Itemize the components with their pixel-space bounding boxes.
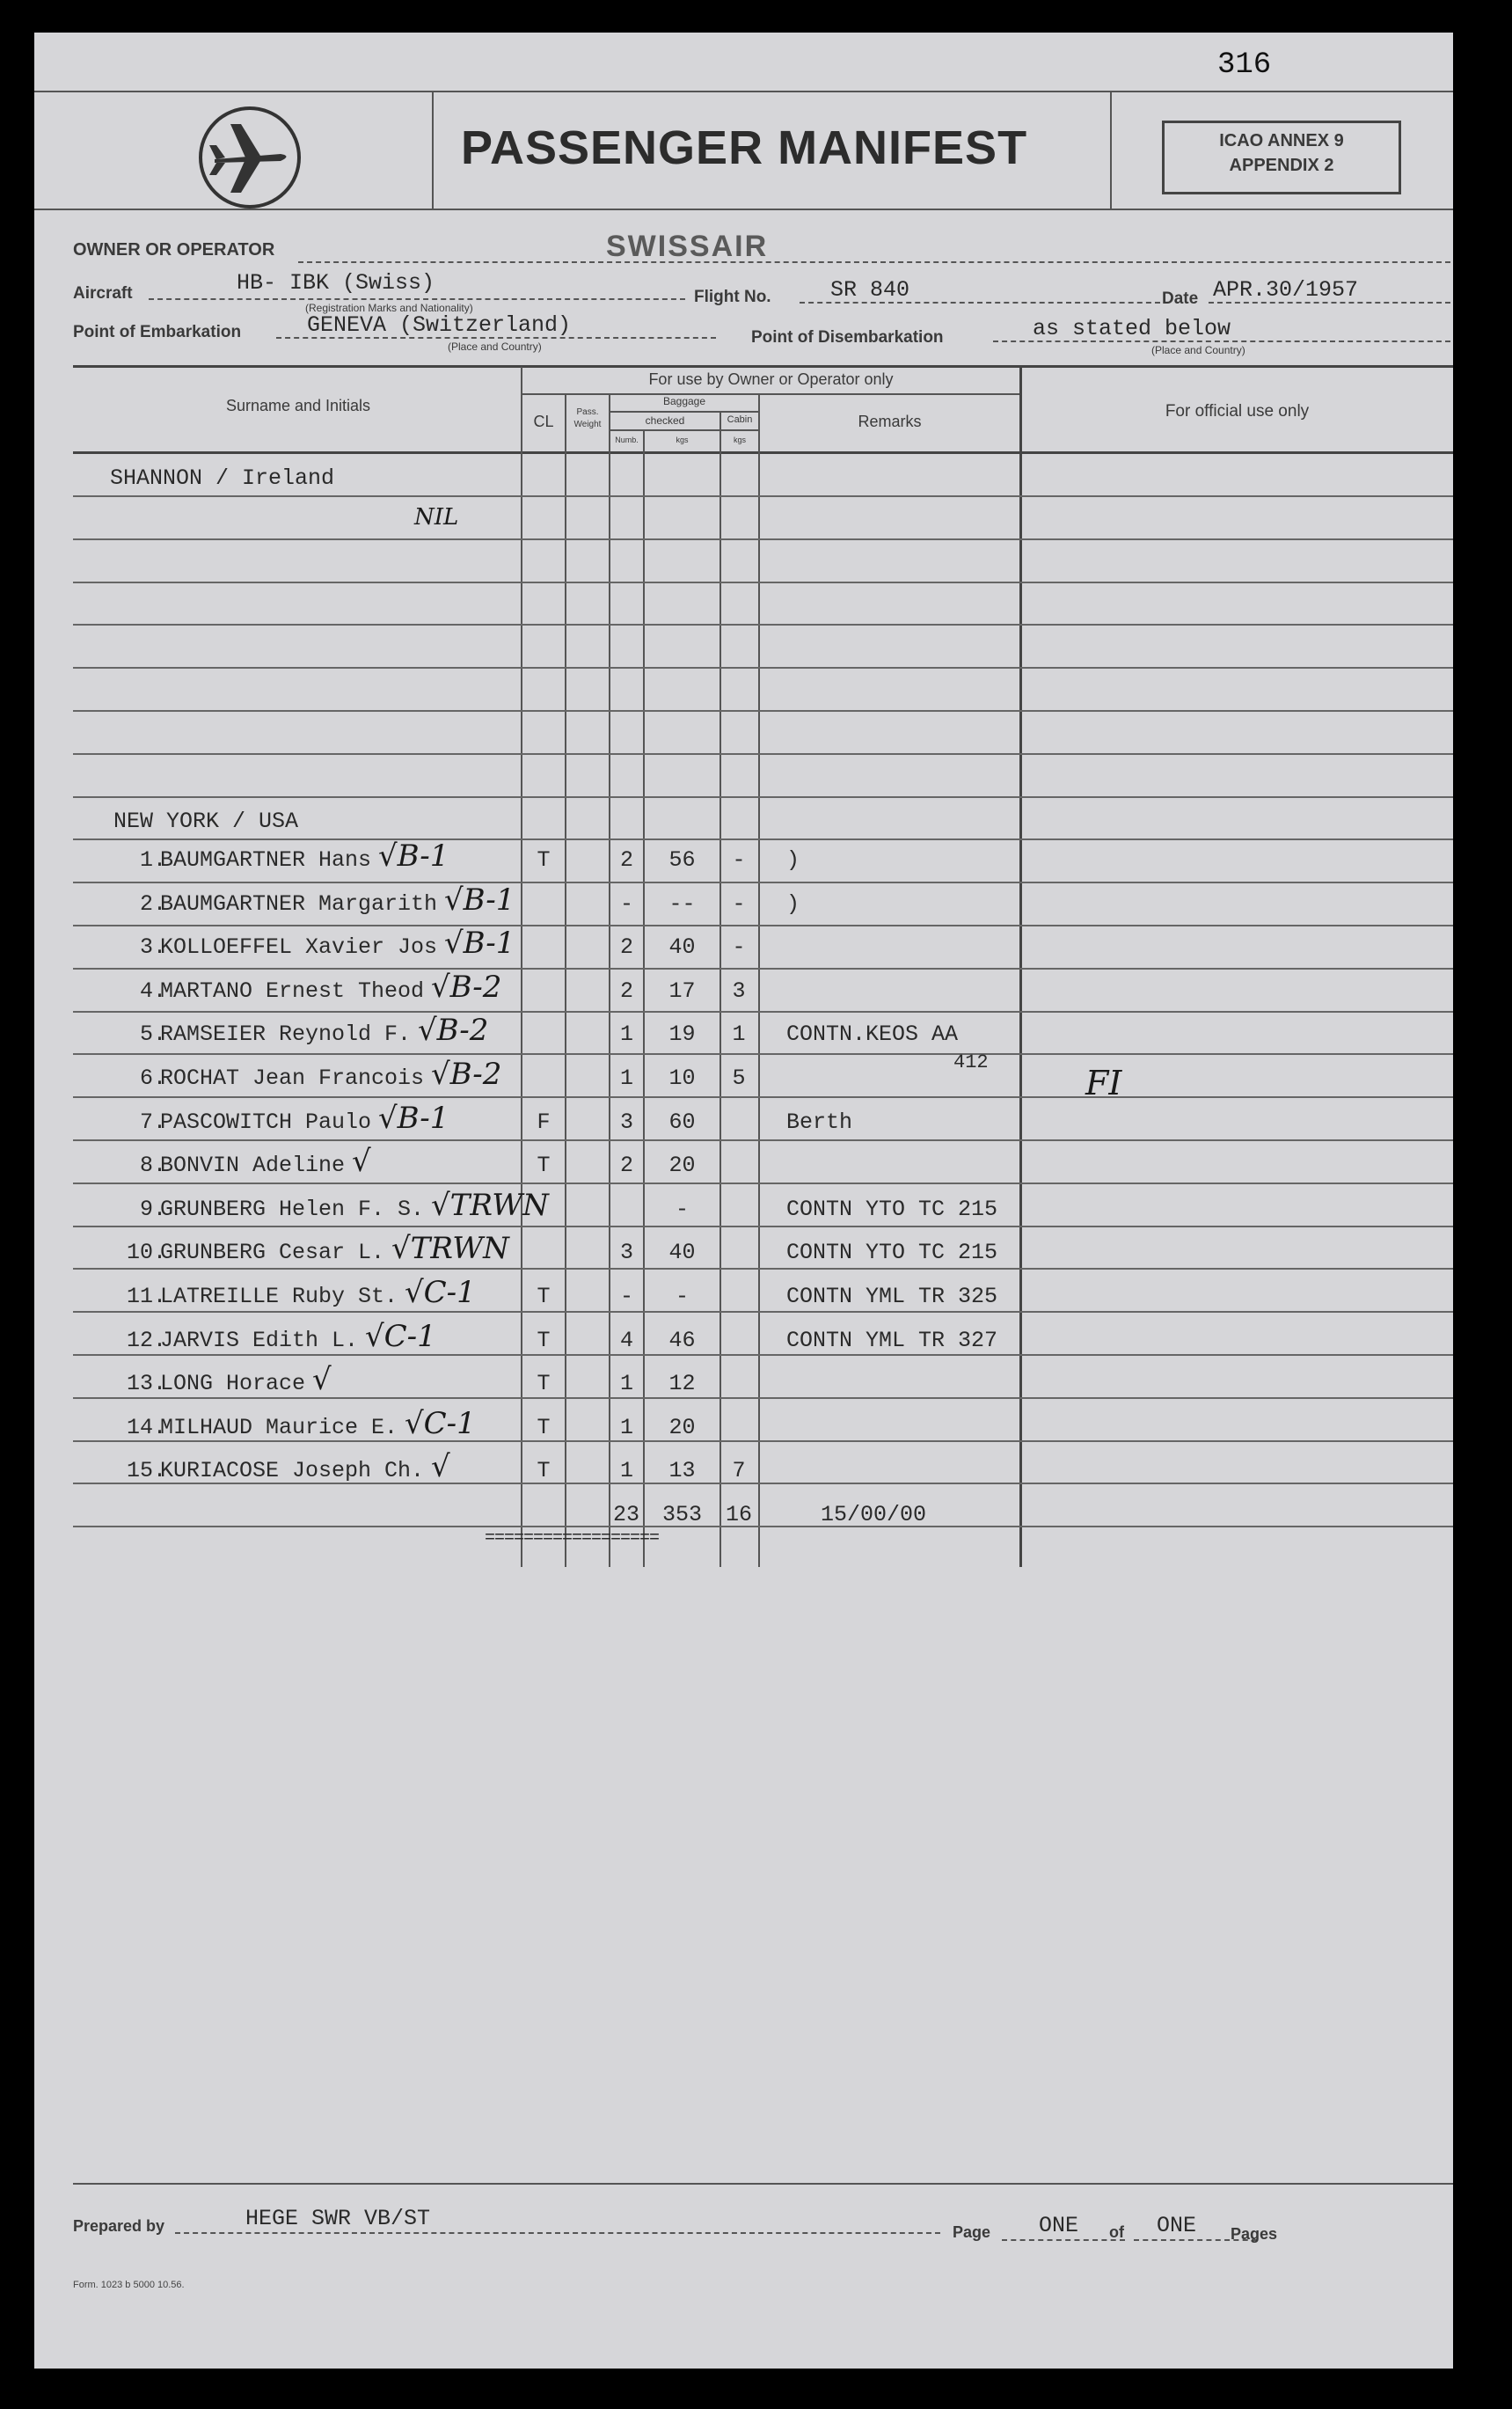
pax-baggage-kgs: 20 <box>668 1153 696 1178</box>
pax-checkmark: √ <box>352 1144 371 1179</box>
row-rule <box>73 582 1453 583</box>
pax-baggage-numb: 1 <box>619 1415 633 1440</box>
pax-number: 10. <box>126 1240 166 1265</box>
pax-baggage-kgs: -- <box>668 891 696 917</box>
pax-checkmark: √TRWN <box>391 1231 509 1266</box>
pax-checkmark: √B-1 <box>378 838 449 874</box>
pax-baggage-kgs: 56 <box>668 847 696 873</box>
checked-rule <box>609 429 758 431</box>
row-rule <box>73 882 1453 883</box>
pax-checkmark: √B-1 <box>378 1101 449 1136</box>
pax-checkmark: √ <box>312 1362 332 1397</box>
row-rule <box>73 925 1453 926</box>
disembarkation-value: as stated below <box>1033 316 1231 341</box>
pax-cabin-kgs: - <box>732 891 746 917</box>
page-value: ONE <box>1039 2213 1079 2238</box>
total-kgs: 353 <box>661 1502 702 1527</box>
col-header-cl: CL <box>533 413 554 430</box>
row-rule <box>73 667 1453 669</box>
row-rule <box>73 1011 1453 1013</box>
pax-class: T <box>537 1415 551 1440</box>
page-label: Page <box>953 2223 991 2241</box>
embarkation-value: GENEVA (Switzerland) <box>307 312 572 338</box>
footer-top-rule <box>73 2183 1453 2185</box>
row-rule <box>73 1397 1453 1399</box>
aircraft-label: Aircraft <box>73 284 133 303</box>
pax-cabin-kgs: 1 <box>732 1021 746 1047</box>
pax-baggage-numb: 1 <box>619 1458 633 1483</box>
pax-baggage-numb: - <box>619 1284 633 1309</box>
pax-number: 14. <box>126 1415 166 1440</box>
row-rule <box>73 1226 1453 1227</box>
pages-label: Pages <box>1231 2225 1278 2243</box>
flight-value: SR 840 <box>830 277 910 303</box>
row-rule <box>73 753 1453 755</box>
date-label: Date <box>1162 289 1199 308</box>
nil-handwritten: NIL <box>414 504 459 531</box>
form-number: Form. 1023 b 5000 10.56. <box>73 2280 185 2290</box>
page-underline <box>1002 2239 1125 2241</box>
pax-checkmark: √B-2 <box>431 970 502 1005</box>
flight-underline <box>800 302 1160 304</box>
col-header-surname: Surname and Initials <box>225 397 371 414</box>
pax-class: T <box>537 1458 551 1483</box>
row-rule <box>73 1526 1453 1527</box>
row-rule <box>73 1053 1453 1055</box>
pax-number: 6. <box>139 1065 166 1091</box>
col-header-checked: checked <box>645 414 685 427</box>
prepared-label: Prepared by <box>73 2217 165 2235</box>
icao-line-1: ICAO ANNEX 9 <box>1219 131 1344 150</box>
pax-name: BAUMGARTNER Margarith <box>160 891 438 917</box>
page-number: 316 <box>1217 48 1272 82</box>
pax-name: PASCOWITCH Paulo <box>160 1109 372 1135</box>
col-header-kgs: kgs <box>676 436 689 444</box>
pax-checkmark: √B-1 <box>444 926 515 961</box>
airplane-logo-icon <box>197 105 303 210</box>
pax-class: T <box>537 1284 551 1309</box>
pax-baggage-numb: 3 <box>619 1109 633 1135</box>
pax-number: 13. <box>126 1371 166 1396</box>
pax-baggage-numb: 3 <box>619 1240 633 1265</box>
pax-name: GRUNBERG Helen F. S. <box>160 1197 425 1222</box>
pax-name: KURIACOSE Joseph Ch. <box>160 1458 425 1483</box>
title-divider-right <box>1110 91 1112 210</box>
pax-number: 15. <box>126 1458 166 1483</box>
pax-checkmark: √C-1 <box>365 1319 436 1354</box>
col-divider-official <box>1019 367 1022 1567</box>
pax-baggage-kgs: 10 <box>668 1065 696 1091</box>
official-fi-handwritten: FI <box>1085 1064 1122 1102</box>
of-label: of <box>1109 2223 1124 2241</box>
row-rule <box>73 538 1453 540</box>
pax-baggage-numb: 2 <box>619 934 633 960</box>
pax-remark: CONTN YTO TC 215 <box>786 1240 998 1265</box>
pax-number: 3. <box>139 934 166 960</box>
pax-checkmark: √B-2 <box>431 1057 502 1092</box>
col-divider-cabin <box>758 393 760 1567</box>
pax-number: 8. <box>139 1153 166 1178</box>
title-divider-left <box>432 91 434 210</box>
pax-baggage-kgs: 60 <box>668 1109 696 1135</box>
pax-name: ROCHAT Jean Francois <box>160 1065 425 1091</box>
pax-baggage-numb: 4 <box>619 1328 633 1353</box>
row-rule <box>73 968 1453 970</box>
pax-checkmark: √TRWN <box>431 1188 549 1223</box>
row-rule <box>73 1268 1453 1270</box>
pax-checkmark: √ <box>431 1449 450 1484</box>
table-top-rule <box>73 365 1453 368</box>
pax-remark: ) <box>786 891 800 917</box>
pax-number: 4. <box>139 978 166 1004</box>
row-rule <box>73 1139 1453 1141</box>
col-header-kgs-cabin: kgs <box>733 436 746 444</box>
pax-number: 7. <box>139 1109 166 1135</box>
aircraft-value: HB- IBK (Swiss) <box>237 270 435 296</box>
row-rule <box>73 710 1453 712</box>
pax-cabin-kgs: 7 <box>732 1458 746 1483</box>
pax-baggage-kgs: 40 <box>668 1240 696 1265</box>
pax-remark: ) <box>786 847 800 873</box>
pax-remark: CONTN YTO TC 215 <box>786 1197 998 1222</box>
col-header-baggage: Baggage <box>662 395 706 407</box>
pax-baggage-kgs: 46 <box>668 1328 696 1353</box>
owner-use-rule <box>522 393 1019 395</box>
prepared-value: HEGE SWR VB/ST <box>245 2206 431 2231</box>
disembarkation-sub: (Place and Country) <box>1151 344 1245 356</box>
pax-checkmark: √C-1 <box>405 1406 476 1441</box>
pax-number: 1. <box>139 847 166 873</box>
owner-value: SWISSAIR <box>606 230 769 263</box>
row-rule <box>73 495 1453 497</box>
pax-baggage-kgs: - <box>675 1197 689 1222</box>
pax-name: GRUNBERG Cesar L. <box>160 1240 385 1265</box>
total-double-rule: ================== <box>485 1528 660 1549</box>
pax-name: LONG Horace <box>160 1371 306 1396</box>
prepared-underline <box>175 2232 940 2234</box>
pax-name: JARVIS Edith L. <box>160 1328 359 1353</box>
aircraft-underline <box>149 298 685 300</box>
pax-class: F <box>537 1109 551 1135</box>
document-title: PASSENGER MANIFEST <box>461 121 1028 174</box>
col-header-remarks: Remarks <box>858 413 922 430</box>
col-header-weight: Weight <box>573 420 602 429</box>
row-rule <box>73 1354 1453 1356</box>
pax-baggage-numb: 2 <box>619 1153 633 1178</box>
pax-baggage-kgs: 17 <box>668 978 696 1004</box>
pax-checkmark: √B-2 <box>418 1013 489 1048</box>
row-rule <box>73 1311 1453 1313</box>
owner-underline <box>298 261 1450 263</box>
icao-line-2: APPENDIX 2 <box>1229 156 1334 175</box>
of-value: ONE <box>1157 2213 1197 2238</box>
disembarkation-underline <box>993 340 1450 342</box>
pax-name: RAMSEIER Reynold F. <box>160 1021 412 1047</box>
pax-class: T <box>537 1371 551 1396</box>
pax-baggage-kgs: - <box>675 1284 689 1309</box>
row-rule <box>73 1096 1453 1098</box>
pax-baggage-kgs: 13 <box>668 1458 696 1483</box>
col-header-cabin: Cabin <box>727 414 753 425</box>
table-header-bottom-rule <box>73 451 1453 454</box>
manifest-page <box>34 33 1453 2369</box>
pax-class: T <box>537 847 551 873</box>
pax-name: MARTANO Ernest Theod <box>160 978 425 1004</box>
row-rule <box>73 624 1453 626</box>
section-newyork: NEW YORK / USA <box>113 809 299 834</box>
title-top-rule <box>34 91 1453 92</box>
row-rule <box>73 796 1453 798</box>
pax-baggage-kgs: 40 <box>668 934 696 960</box>
col-header-numb: Numb. <box>615 436 639 444</box>
pax-baggage-numb: 1 <box>619 1065 633 1091</box>
pax-checkmark: √C-1 <box>405 1275 476 1310</box>
pax-cabin-kgs: 3 <box>732 978 746 1004</box>
total-remark: 15/00/00 <box>821 1502 927 1527</box>
pax-name: MILHAUD Maurice E. <box>160 1415 398 1440</box>
date-underline <box>1209 302 1450 304</box>
row-rule <box>73 1440 1453 1442</box>
pax-checkmark: √B-1 <box>444 882 515 918</box>
owner-label: OWNER OR OPERATOR <box>73 240 275 260</box>
pax-cabin-kgs: 5 <box>732 1065 746 1091</box>
pax-class: T <box>537 1328 551 1353</box>
disembarkation-label: Point of Disembarkation <box>751 328 944 347</box>
pax-baggage-kgs: 20 <box>668 1415 696 1440</box>
pax-name: LATREILLE Ruby St. <box>160 1284 398 1309</box>
col-header-pass: Pass. <box>576 407 599 417</box>
pax-number: 11. <box>126 1284 166 1309</box>
col-header-owner-use: For use by Owner or Operator only <box>648 370 894 388</box>
pax-remark: Berth <box>786 1109 853 1135</box>
row-rule <box>73 838 1453 840</box>
pax-baggage-numb: 2 <box>619 847 633 873</box>
pax-baggage-numb: - <box>619 891 633 917</box>
pax-remark: CONTN.KEOS AA <box>786 1021 959 1047</box>
pax-class: T <box>537 1153 551 1178</box>
pax-name: KOLLOEFFEL Xavier Jos <box>160 934 438 960</box>
remark-412: 412 <box>953 1051 989 1073</box>
embarkation-underline <box>276 337 716 339</box>
pax-number: 9. <box>139 1197 166 1222</box>
pax-remark: CONTN YML TR 325 <box>786 1284 998 1309</box>
pax-baggage-kgs: 19 <box>668 1021 696 1047</box>
pax-number: 5. <box>139 1021 166 1047</box>
baggage-rule <box>609 411 758 413</box>
pax-baggage-numb: 2 <box>619 978 633 1004</box>
pax-baggage-kgs: 12 <box>668 1371 696 1396</box>
embarkation-sub: (Place and Country) <box>448 340 542 353</box>
pax-cabin-kgs: - <box>732 847 746 873</box>
pax-baggage-numb: 1 <box>619 1371 633 1396</box>
date-value: APR.30/1957 <box>1213 277 1359 303</box>
pax-name: BAUMGARTNER Hans <box>160 847 372 873</box>
flight-label: Flight No. <box>694 288 771 306</box>
aircraft-sub: (Registration Marks and Nationality) <box>305 302 473 314</box>
row-rule <box>73 1183 1453 1184</box>
total-numb: 23 <box>612 1502 639 1527</box>
col-header-official: For official use only <box>1165 402 1310 421</box>
embarkation-label: Point of Embarkation <box>73 323 242 341</box>
pax-name: BONVIN Adeline <box>160 1153 346 1178</box>
pax-cabin-kgs: - <box>732 934 746 960</box>
pax-number: 2. <box>139 891 166 917</box>
total-cabin: 16 <box>725 1502 752 1527</box>
pax-remark: CONTN YML TR 327 <box>786 1328 998 1353</box>
pax-number: 12. <box>126 1328 166 1353</box>
pax-baggage-numb: 1 <box>619 1021 633 1047</box>
section-shannon: SHANNON / Ireland <box>110 465 335 491</box>
